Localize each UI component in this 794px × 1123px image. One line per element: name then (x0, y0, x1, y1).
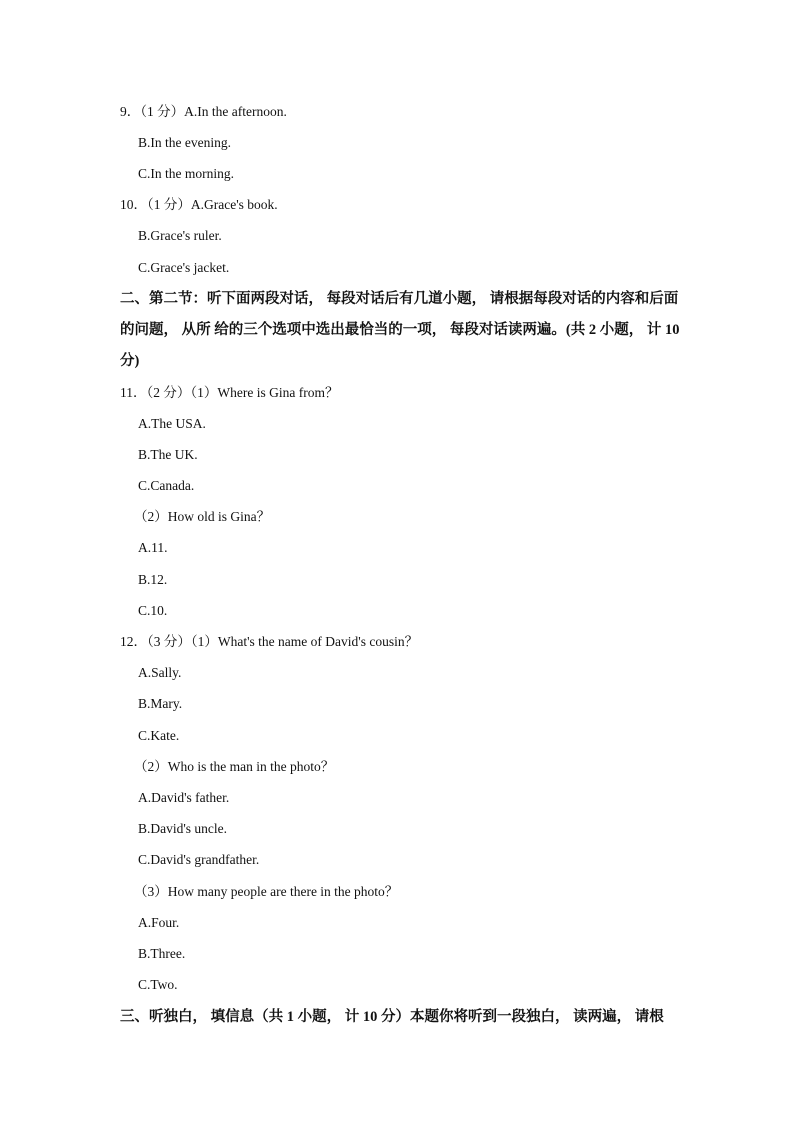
question-9-stem: 9．（1 分）A.In the afternoon. (120, 104, 287, 119)
question-12-part-3-stem: （3）How many people are there in the photo？ (134, 884, 399, 899)
question-11-1-option-b: B.The UK. (138, 447, 198, 462)
question-12-3-option-a: A.Four. (138, 915, 180, 930)
question-10-option-b: B.Grace's ruler. (138, 228, 222, 243)
section-3-heading: 三、听独白， 填信息（共 1 小题， 计 10 分）本题你将听到一段独白， 读两遍， 请根 (120, 1009, 664, 1025)
question-9-option-c: C.In the morning. (138, 166, 234, 181)
question-11-2-option-c: C.10. (138, 603, 168, 618)
question-12-1-option-b: B.Mary. (138, 696, 183, 711)
question-11-2-option-b: B.12. (138, 572, 168, 587)
question-12-2-option-c: C.David's grandfather. (138, 852, 260, 867)
section-2-heading-line-2: 的问题， 从所 给的三个选项中选出最恰当的一项， 每段对话读两遍。(共 2 小题， 计 10 (120, 322, 680, 338)
question-12-3-option-c: C.Two. (138, 977, 178, 992)
question-11-part-2-stem: （2）How old is Gina？ (134, 509, 271, 524)
question-12-1-option-a: A.Sally. (138, 665, 182, 680)
question-11-2-option-a: A.11. (138, 540, 168, 555)
question-9-option-b: B.In the evening. (138, 135, 231, 150)
question-12-3-option-b: B.Three. (138, 946, 186, 961)
question-11-stem: 11．（2 分）（1）Where is Gina from？ (120, 385, 339, 400)
question-11-1-option-c: C.Canada. (138, 478, 195, 493)
question-12-part-2-stem: （2）Who is the man in the photo？ (134, 759, 335, 774)
section-2-heading-line-1: 二、第二节：听下面两段对话， 每段对话后有几道小题， 请根据每段对话的内容和后面 (120, 291, 679, 307)
question-12-2-option-a: A.David's father. (138, 790, 230, 805)
question-11-1-option-a: A.The USA. (138, 416, 206, 431)
section-2-heading-line-3: 分) (120, 353, 140, 369)
question-12-1-option-c: C.Kate. (138, 728, 180, 743)
question-12-stem: 12．（3 分）（1）What's the name of David's cousin？ (120, 634, 419, 649)
question-12-2-option-b: B.David's uncle. (138, 821, 228, 836)
question-10-option-c: C.Grace's jacket. (138, 260, 230, 275)
question-10-stem: 10．（1 分）A.Grace's book. (120, 197, 278, 212)
